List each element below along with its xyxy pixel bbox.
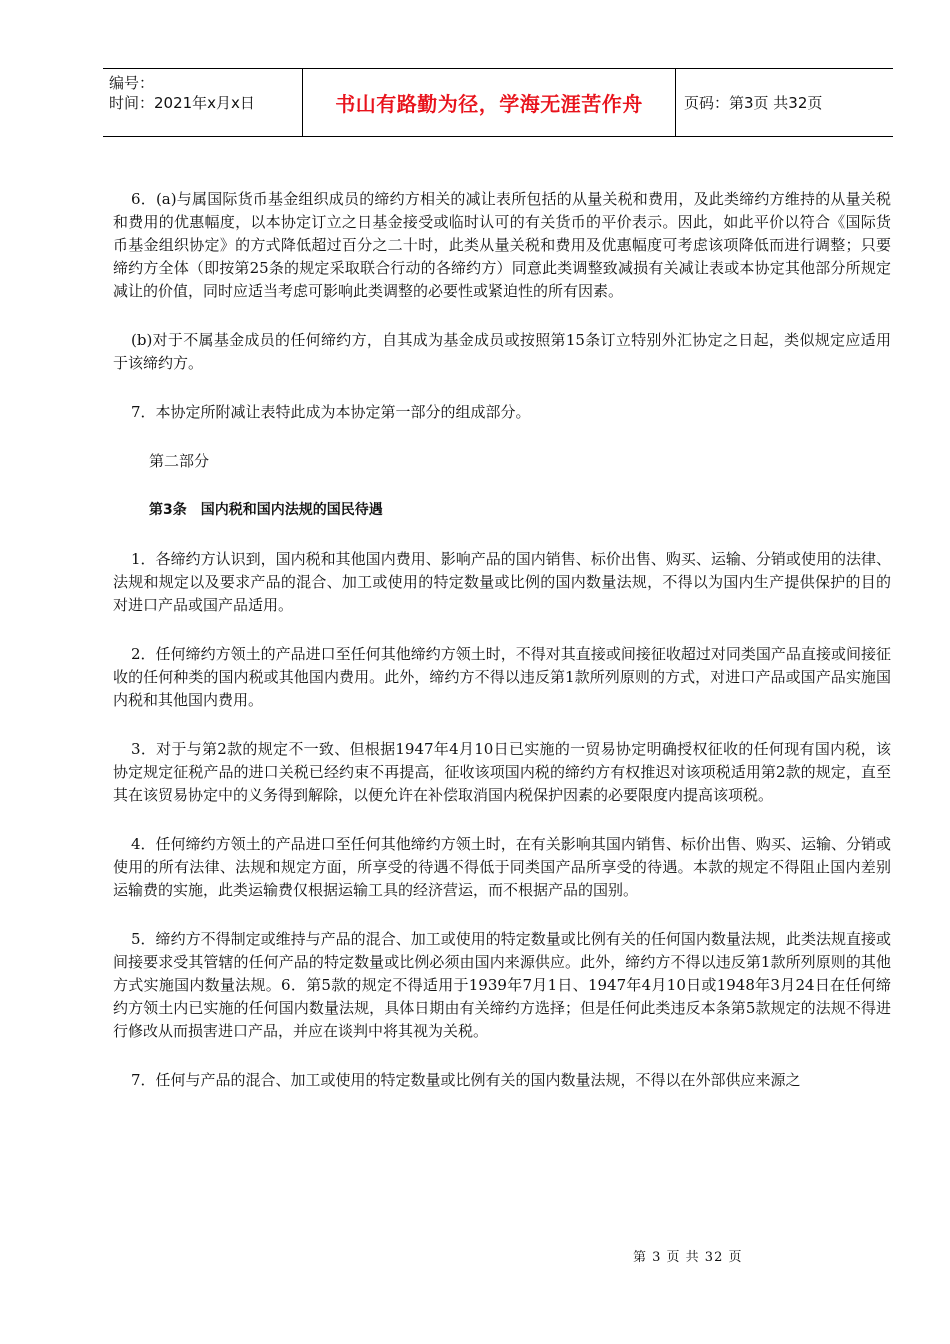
header-page-info: 页码：第3页 共32页 bbox=[684, 94, 823, 112]
article-title: 第3条 国内税和国内法规的国民待遇 bbox=[149, 502, 383, 518]
header-meta bbox=[103, 69, 303, 136]
paragraph-7: 7．本协定所附减让表特此成为本协定第一部分的组成部分。 bbox=[131, 403, 531, 421]
article-3-paragraph-5-6: 5．缔约方不得制定或维持与产品的混合、加工或使用的特定数量或比例有关的任何国内数量法规，此类法规直接或间接要求受其管辖的任何产品的特定数量或比例必须由国内来源供应。此外，缔约方不得以违反第1款所列原则的其他方式实施国内数量法规。6．第5款的规定不得适用于1939年7月1日、1947年4月10日或1948年3月24日在任何缔约方领土内已实施的任何国内数量法规，具体日期由有关缔约方选择；但是任何此类违反本条第5款规定的法规不得进行修改从而损害进口产品，并应在谈判中将其视为关税。 bbox=[113, 930, 891, 1040]
article-3-paragraph-2: 2．任何缔约方领土的产品进口至任何其他缔约方领土时，不得对其直接或间接征收超过对同类国产品直接或间接征收的任何种类的国内税或其他国内费用。此外，缔约方不得以违反第1款所列原则的方式，对进口产品或国产品实施国内税和其他国内费用。 bbox=[113, 645, 891, 709]
section-heading: 第二部分 bbox=[149, 452, 210, 470]
header-motto: 书山有路勤为径，学海无涯苦作舟 bbox=[303, 69, 676, 136]
document-body bbox=[113, 188, 891, 1117]
paragraph-6b: (b)对于不属基金成员的任何缔约方，自其成为基金成员或按照第15条订立特别外汇协定之日起，类似规定应适用于该缔约方。 bbox=[113, 331, 891, 372]
document-number-label: 编号： bbox=[109, 74, 155, 92]
document-date: 时间：2021年x月x日 bbox=[109, 94, 255, 112]
paragraph-6a: 6．(a)与属国际货币基金组织成员的缔约方相关的减让表所包括的从量关税和费用，及此类缔约方维持的从量关税和费用的优惠幅度，以本协定订立之日基金接受或临时认可的有关货币的平价表示。因此，如此平价以符合《国际货币基金组织协定》的方式降低超过百分之二十时，此类从量关税和费用及优惠幅度可考虑该项降低而进行调整；只要缔约方全体（即按第25条的规定采取联合行动的各缔约方）同意此类调整致减损有关减让表或本协定其他部分所规定减让的价值，同时应适当考虑可影响此类调整的必要性或紧迫性的所有因素。 bbox=[113, 190, 891, 300]
article-3-paragraph-7: 7．任何与产品的混合、加工或使用的特定数量或比例有关的国内数量法规，不得以在外部供应来源之 bbox=[131, 1071, 801, 1089]
article-3-paragraph-3: 3．对于与第2款的规定不一致、但根据1947年4月10日已实施的一贸易协定明确授权征收的任何现有国内税，该协定规定征税产品的进口关税已经约束不再提高，征收该项国内税的缔约方有权推迟对该项税适用第2款的规定，直至其在该贸易协定中的义务得到解除，以便允许在补偿取消国内税保护因素的必要限度内提高该项税。 bbox=[113, 740, 891, 804]
article-3-paragraph-4: 4．任何缔约方领土的产品进口至任何其他缔约方领土时，在有关影响其国内销售、标价出售、购买、运输、分销或使用的所有法律、法规和规定方面，所享受的待遇不得低于同类国产品所享受的待遇。本款的规定不得阻止国内差别运输费的实施，此类运输费仅根据运输工具的经济营运，而不根据产品的国别。 bbox=[113, 835, 891, 899]
article-3-paragraph-1: 1．各缔约方认识到，国内税和其他国内费用、影响产品的国内销售、标价出售、购买、运输、分销或使用的法律、法规和规定以及要求产品的混合、加工或使用的特定数量或比例的国内数量法规，不得以为国内生产提供保护的目的对进口产品或国产品适用。 bbox=[113, 550, 891, 614]
page-footer: 第 3 页 共 32 页 bbox=[633, 1250, 743, 1265]
page-header bbox=[103, 68, 893, 137]
